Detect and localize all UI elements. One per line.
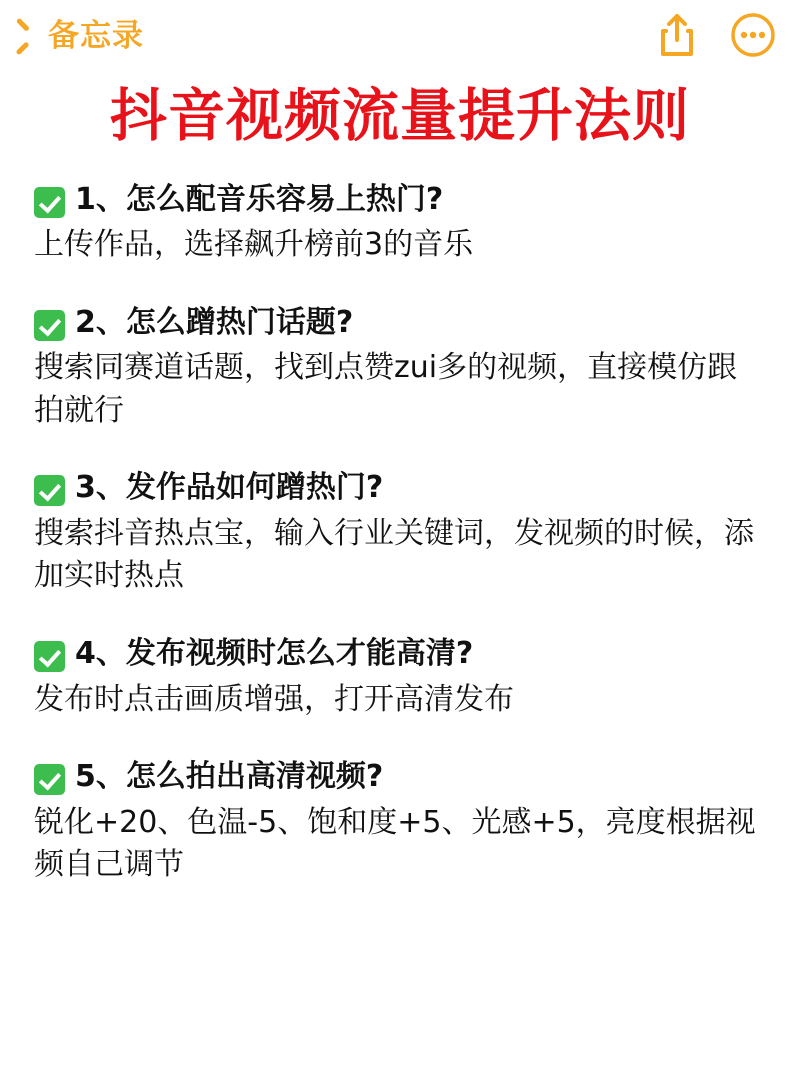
navbar-actions xyxy=(658,12,776,58)
note-item-question-line xyxy=(34,303,766,344)
checkmark-icon xyxy=(34,310,65,341)
note-item-question: 3、发作品如何蹭热门? xyxy=(75,470,384,506)
note-item xyxy=(34,303,766,433)
note-item-answer: 锐化+20、色温-5、饱和度+5、光感+5，亮度根据视频自己调节 xyxy=(34,804,756,883)
note-title: 抖音视频流量提升法则 xyxy=(110,83,690,149)
share-icon xyxy=(658,13,696,57)
back-button-label: 备忘录 xyxy=(48,17,144,53)
note-item-question-line xyxy=(34,180,766,221)
more-ellipsis-icon xyxy=(730,12,776,58)
share-button[interactable] xyxy=(658,13,696,57)
note-item-question: 5、怎么拍出高清视频? xyxy=(75,759,384,795)
note-item-answer: 搜索同赛道话题，找到点赞zui多的视频，直接模仿跟拍就行 xyxy=(34,350,738,428)
note-item-question-line xyxy=(34,757,766,798)
chevron-left-icon xyxy=(24,20,42,50)
note-item-question: 2、怎么蹭热门话题? xyxy=(75,304,354,340)
note-item-question-line xyxy=(34,634,766,675)
note-item-answer: 发布时点击画质增强，打开高清发布 xyxy=(34,681,514,717)
note-item-question: 1、怎么配音乐容易上热门? xyxy=(75,181,444,217)
checkmark-icon xyxy=(34,764,65,795)
note-body xyxy=(0,150,800,887)
note-item xyxy=(34,634,766,721)
checkmark-icon xyxy=(34,475,65,506)
note-item xyxy=(34,757,766,887)
checkmark-icon xyxy=(34,187,65,218)
back-button[interactable] xyxy=(24,17,144,53)
navigation-bar xyxy=(0,0,800,70)
more-options-button[interactable] xyxy=(730,12,776,58)
note-item xyxy=(34,468,766,598)
note-item-answer: 上传作品，选择飙升榜前3的音乐 xyxy=(34,227,474,263)
note-item-answer: 搜索抖音热点宝，输入行业关键词，发视频的时候，添加实时热点 xyxy=(34,515,754,594)
note-item-question: 4、发布视频时怎么才能高清? xyxy=(75,636,474,672)
checkmark-icon xyxy=(34,641,65,672)
note-item xyxy=(34,180,766,267)
note-item-question-line xyxy=(34,468,766,509)
